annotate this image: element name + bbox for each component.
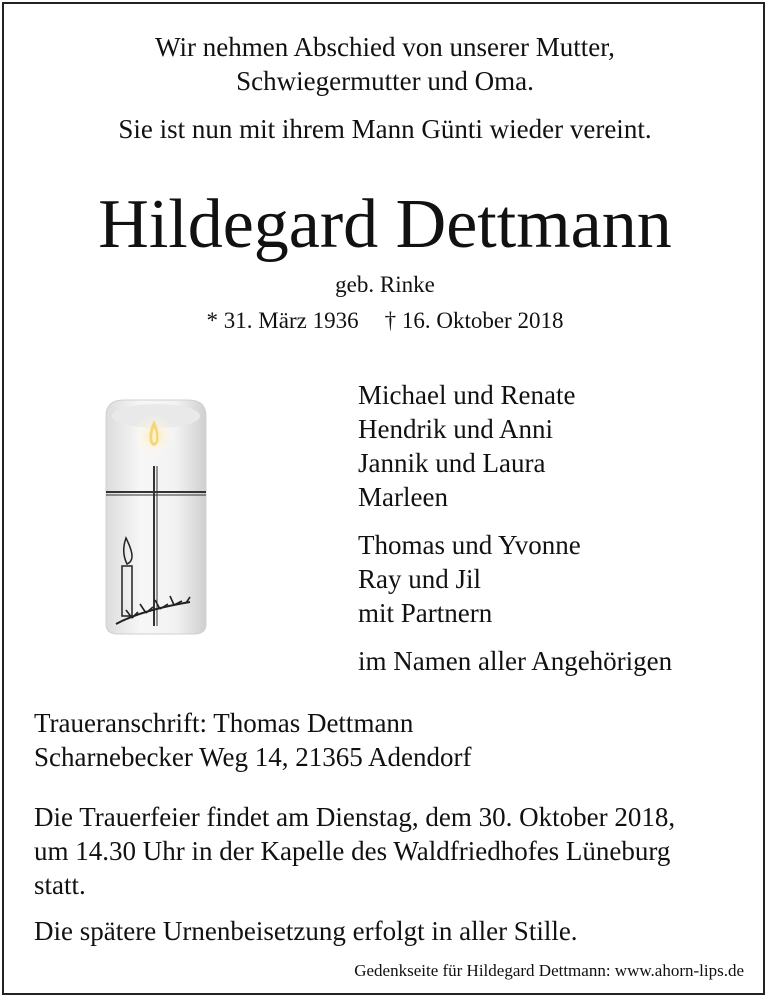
service-line-3: statt. xyxy=(34,870,86,900)
mourner-group-2 xyxy=(358,528,672,630)
deceased-name: Hildegard Dettmann xyxy=(98,186,672,263)
mourner-line: Michael und Renate xyxy=(358,380,576,410)
intro-line-1: Wir nehmen Abschied von unserer Mutter, xyxy=(155,32,615,62)
mourning-address xyxy=(34,706,471,774)
birth-date: * 31. März 1936 xyxy=(206,308,359,333)
service-line-1: Die Trauerfeier findet am Dienstag, dem 30. Oktober 2018, xyxy=(34,802,676,832)
service-line-2: um 14.30 Uhr in der Kapelle des Waldfriedhofes Lüneburg xyxy=(34,836,671,866)
candle-with-cross-icon xyxy=(102,396,210,638)
intro-line-2: Schwiegermutter und Oma. xyxy=(236,66,534,96)
maiden-name: geb. Rinke xyxy=(335,272,435,297)
death-date: † 16. Oktober 2018 xyxy=(384,308,564,333)
mourners-closing: im Namen aller Angehörigen xyxy=(358,646,673,676)
address-line-2: Scharnebecker Weg 14, 21365 Adendorf xyxy=(34,742,472,772)
mourner-line: Hendrik und Anni xyxy=(358,414,553,444)
mourners-list xyxy=(358,378,672,678)
mourner-line: Marleen xyxy=(358,482,448,512)
intro-line-3: Sie ist nun mit ihrem Mann Günti wieder vereint. xyxy=(118,114,652,144)
memorial-page-link: Gedenkseite für Hildegard Dettmann: www.ahorn-lips.de xyxy=(354,961,744,980)
burial-note: Die spätere Urnenbeisetzung erfolgt in aller Stille. xyxy=(34,916,578,946)
funeral-service-info xyxy=(34,800,754,948)
address-line-1: Traueranschrift: Thomas Dettmann xyxy=(34,708,414,738)
life-dates xyxy=(0,306,770,336)
mourner-line: mit Partnern xyxy=(358,598,493,628)
mourner-line: Ray und Jil xyxy=(358,564,482,594)
mourner-line: Thomas und Yvonne xyxy=(358,530,581,560)
mourner-line: Jannik und Laura xyxy=(358,448,546,478)
intro-text xyxy=(0,30,770,98)
mourner-group-1 xyxy=(358,378,672,514)
